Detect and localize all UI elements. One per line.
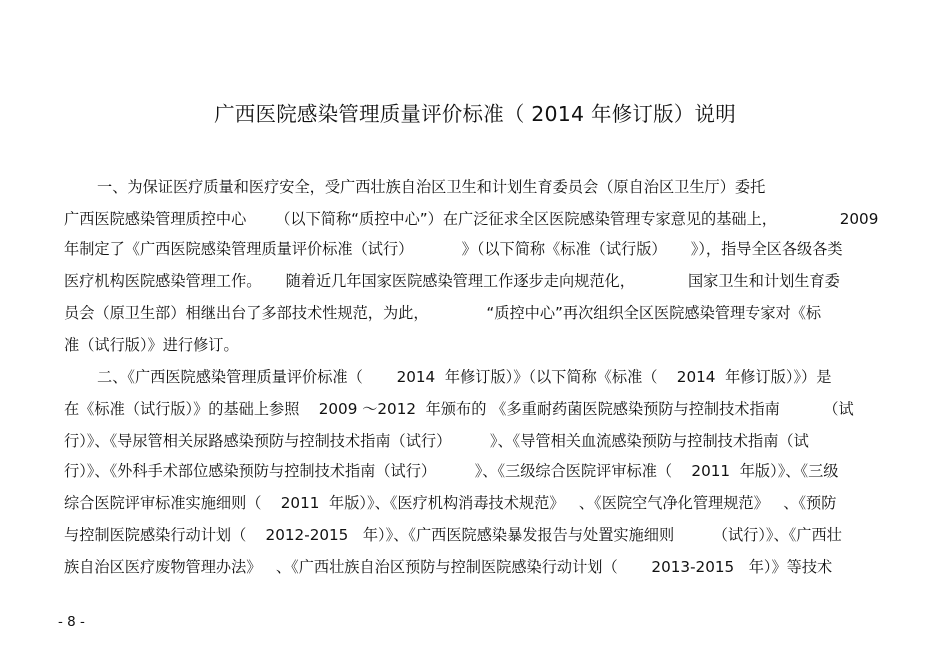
page-number: - 8 - [58,614,85,630]
paragraph-line: 准（试行版）》进行修订。 [64,336,239,354]
paragraph-line: 员会（原卫生部）相继出台了多部技术性规范，为此， “质控中心”再次组织全区医院感染管理专家对《标 [64,304,822,322]
paragraph-line: 医疗机构医院感染管理工作。 随着近几年国家医院感染管理工作逐步走向规范化， 国家卫生和计划生育委 [64,272,840,290]
paragraph-line: 二、《广西医院感染管理质量评价标准（ 2014 年修订版）》（以下简称《标准（ 2014 年修订版）》）是 [97,368,832,386]
paragraph-line: 年制定了《广西医院感染管理质量评价标准（试行） 》（以下简称《标准（试行版） 》），指导全区各级各类 [64,240,843,258]
paragraph-line: 综合医院评审标准实施细则（ 2011 年版）》、《医疗机构消毒技术规范》 、《医院空气净化管理规范》 、《预防 [64,494,837,512]
paragraph-line: 行）》、《外科手术部位感染预防与控制技术指南（试行） 》、《三级综合医院评审标准（ 2011 年版）》、《三级 [64,462,839,480]
paragraph-line: 一、为保证医疗质量和医疗安全，受广西壮族自治区卫生和计划生育委员会（原自治区卫生厅）委托 [97,178,766,196]
paragraph-line: 行）》、《导尿管相关尿路感染预防与控制技术指南（试行） 》、《导管相关血流感染预防与控制技术指南（试 [64,432,809,450]
document-title: 广西医院感染管理质量评价标准（ 2014 年修订版）说明 [214,102,736,126]
paragraph-line: 广西医院感染管理质控中心 （以下简称“质控中心”）在广泛征求全区医院感染管理专家意见的基础上， 2009 [64,210,879,228]
paragraph-line: 与控制医院感染行动计划（ 2012-2015 年）》、《广西医院感染暴发报告与处置实施细则 （试行）》、《广西壮 [64,526,842,544]
paragraph-line: 在《标准（试行版）》的基础上参照 2009 ～2012 年颁布的 《多重耐药菌医院感染预防与控制技术指南 （试 [64,400,854,418]
paragraph-line: 族自治区医疗废物管理办法》 、《广西壮族自治区预防与控制医院感染行动计划（ 2013-2015 年）》等技术 [64,558,833,576]
